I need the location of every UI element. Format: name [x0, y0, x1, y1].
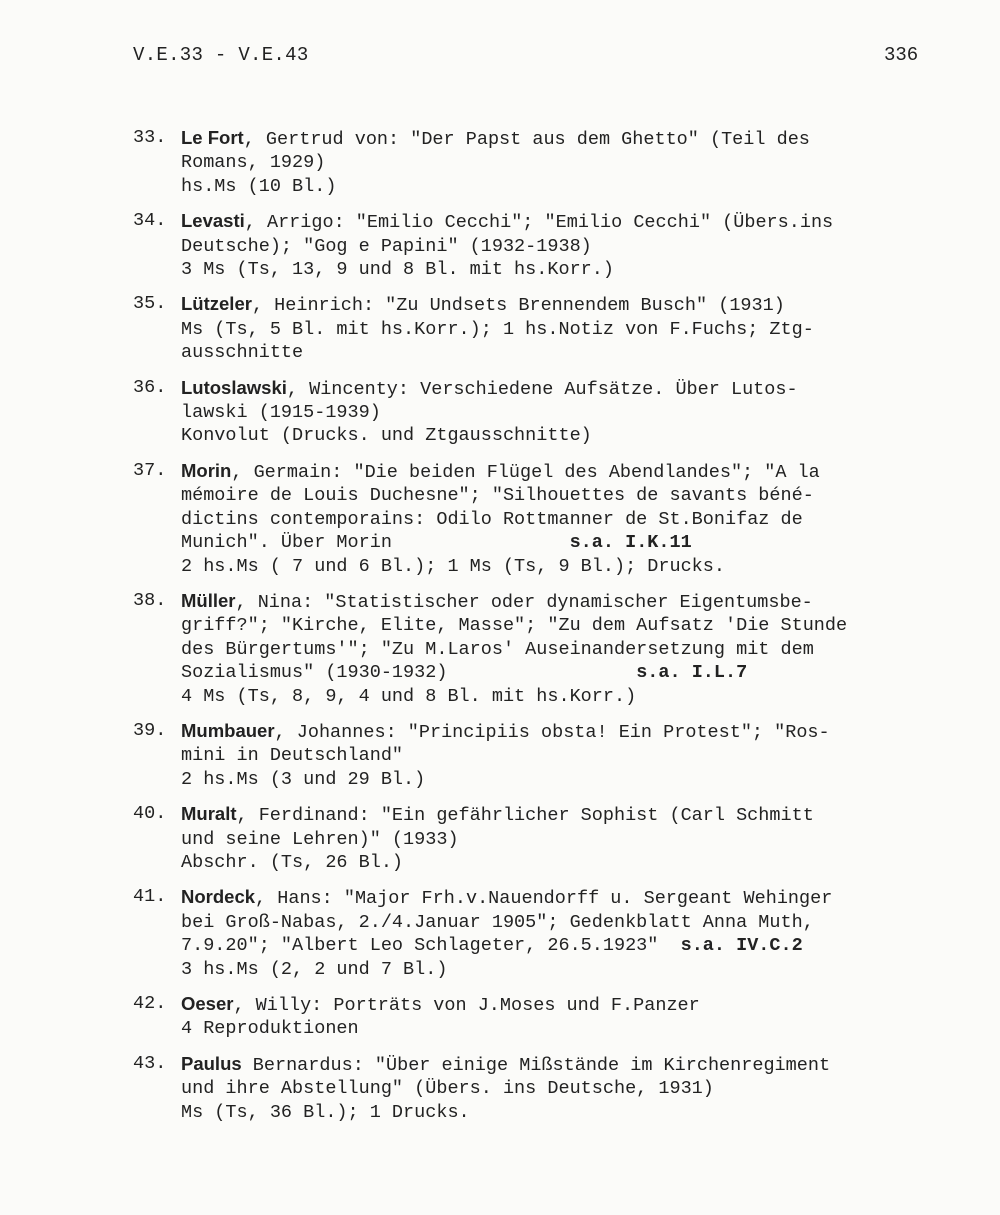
- entry-text: , Nina: "Statistischer oder dynamischer Eigentumsbe-: [235, 591, 813, 613]
- entry-text: Abschr. (Ts, 26 Bl.): [181, 851, 404, 873]
- page-number: 336: [884, 44, 919, 66]
- entry-text: 2 hs.Ms (3 und 29 Bl.): [181, 768, 426, 790]
- entry-text: mini in Deutschland": [181, 745, 404, 767]
- entry-text: 4 Reproduktionen: [181, 1018, 359, 1040]
- entry-line: [181, 376, 873, 401]
- entry-line: [181, 614, 873, 637]
- catalog-entry: [133, 1052, 873, 1124]
- entry-line: [181, 1017, 873, 1040]
- header-range: V.E.33 - V.E.43: [133, 44, 309, 66]
- entry-text: , Gertrud von: "Der Papst aus dem Ghetto" (Teil des: [243, 129, 810, 150]
- entry-line: [181, 934, 873, 957]
- catalog-entry: [133, 376, 873, 448]
- entry-line: [181, 744, 873, 767]
- author-name: Lützeler: [181, 293, 252, 315]
- entry-line: [181, 958, 873, 981]
- entry-number: 42.: [133, 993, 167, 1014]
- entry-line: [181, 508, 873, 531]
- cross-reference: s.a. I.K.11: [569, 532, 692, 554]
- catalog-entry: [133, 209, 873, 281]
- entry-text: Deutsche); "Gog e Papini" (1932-1938): [181, 235, 592, 257]
- entry-text: 4 Ms (Ts, 8, 9, 4 und 8 Bl. mit hs.Korr.): [181, 685, 637, 707]
- entry-number: 36.: [133, 376, 167, 398]
- entry-line: [181, 318, 873, 341]
- entry-number: 41.: [133, 886, 167, 908]
- entry-text: , Germain: "Die beiden Flügel des Abendlandes"; "A la: [231, 461, 820, 483]
- entry-text: 3 Ms (Ts, 13, 9 und 8 Bl. mit hs.Korr.): [181, 259, 614, 281]
- entry-line: [181, 661, 873, 684]
- entry-line: [181, 589, 873, 614]
- entry-text: , Johannes: "Principiis obsta! Ein Protest"; "Ros-: [274, 721, 830, 743]
- entry-text: Bernardus: "Über einige Mißstände im Kirchenregiment: [241, 1054, 831, 1076]
- entry-text: , Heinrich: "Zu Undsets Brennendem Busch" (1931): [251, 295, 785, 317]
- entry-line: [181, 484, 873, 507]
- entry-text: , Arrigo: "Emilio Cecchi"; "Emilio Cecchi" (Übers.ins: [244, 212, 834, 234]
- entry-text: ausschnitte: [181, 342, 304, 364]
- catalog-entry: [133, 885, 873, 981]
- entry-text: und seine Lehren)" (1933): [181, 828, 459, 850]
- catalog-entry: [133, 802, 873, 874]
- entry-line: [181, 459, 873, 484]
- cross-reference: s.a. I.L.7: [636, 662, 748, 684]
- entry-line: [181, 1052, 873, 1077]
- entry-number: 35.: [133, 293, 167, 315]
- entry-line: [181, 638, 873, 661]
- entry-line: [181, 828, 873, 851]
- author-name: Mumbauer: [181, 719, 275, 741]
- entry-text: Ms (Ts, 5 Bl. mit hs.Korr.); 1 hs.Notiz von F.Fuchs; Ztg-: [181, 318, 814, 340]
- catalog-entry: [133, 719, 873, 791]
- entry-line: [181, 802, 873, 827]
- author-name: Nordeck: [181, 886, 256, 908]
- entry-text: Ms (Ts, 36 Bl.); 1 Drucks.: [181, 1101, 470, 1123]
- entry-text: 2 hs.Ms ( 7 und 6 Bl.); 1 Ms (Ts, 9 Bl.); Drucks.: [181, 555, 725, 577]
- entry-text: lawski (1915-1939): [181, 402, 381, 424]
- entry-text: dictins contemporains: Odilo Rottmanner de St.Bonifaz de: [181, 508, 803, 530]
- entry-line: [181, 719, 873, 744]
- entry-text: und ihre Abstellung" (Übers. ins Deutsche, 1931): [181, 1078, 714, 1100]
- entry-line: [181, 341, 873, 364]
- entry-number: 34.: [133, 210, 167, 232]
- entry-line: [181, 885, 873, 910]
- entry-line: [181, 258, 873, 281]
- entry-line: [181, 768, 873, 791]
- entry-number: 38.: [133, 589, 167, 611]
- author-name: Levasti: [181, 210, 245, 232]
- entry-text: griff?"; "Kirche, Elite, Masse"; "Zu dem Aufsatz 'Die Stunde: [181, 615, 848, 637]
- entry-text: , Wincenty: Verschiedene Aufsätze. Über Lutos-: [286, 378, 798, 400]
- entry-line: [181, 1077, 873, 1100]
- entry-line: [181, 911, 873, 934]
- entry-text: 7.9.20"; "Albert Leo Schlageter, 26.5.1923": [181, 935, 681, 957]
- author-name: Morin: [181, 459, 232, 481]
- entry-text: Konvolut (Drucks. und Ztgausschnitte): [181, 425, 592, 447]
- author-name: Müller: [181, 589, 236, 611]
- author-name: Muralt: [181, 803, 237, 825]
- entry-text: hs.Ms (10 Bl.): [181, 175, 337, 197]
- entry-line: [181, 151, 873, 174]
- catalog-entry: [133, 589, 873, 708]
- entry-line: [181, 235, 873, 258]
- entry-line: [181, 175, 873, 198]
- entry-line: [181, 851, 873, 874]
- entry-number: 37.: [133, 459, 167, 481]
- entry-text: mémoire de Louis Duchesne"; "Silhouettes de savants béné-: [181, 485, 814, 507]
- entry-text: , Hans: "Major Frh.v.Nauendorff u. Sergeant Wehinger: [255, 888, 833, 910]
- entry-number: 40.: [133, 803, 167, 825]
- catalog-entry: [133, 292, 873, 364]
- entry-list: [133, 126, 873, 1135]
- entry-line: [181, 401, 873, 424]
- entry-line: [181, 555, 873, 578]
- entry-number: 43.: [133, 1052, 167, 1074]
- entry-text: bei Groß-Nabas, 2./4.Januar 1905"; Gedenkblatt Anna Muth,: [181, 911, 814, 933]
- author-name: Lutoslawski: [181, 376, 287, 398]
- entry-text: 3 hs.Ms (2, 2 und 7 Bl.): [181, 958, 448, 980]
- entry-line: [181, 424, 873, 447]
- entry-number: 39.: [133, 719, 167, 741]
- entry-line: [181, 126, 873, 151]
- entry-line: [181, 531, 873, 554]
- author-name: Oeser: [181, 993, 234, 1014]
- cross-reference: s.a. IV.C.2: [680, 935, 803, 957]
- catalog-entry: [133, 126, 873, 198]
- entry-line: [181, 292, 873, 317]
- entry-line: [181, 685, 873, 708]
- catalog-entry: [133, 992, 873, 1041]
- entry-text: , Ferdinand: "Ein gefährlicher Sophist (Carl Schmitt: [236, 805, 814, 827]
- author-name: Le Fort: [181, 127, 244, 148]
- entry-line: [181, 209, 873, 234]
- entry-line: [181, 1101, 873, 1124]
- entry-text: Sozialismus" (1930-1932): [181, 662, 637, 684]
- entry-text: , Willy: Porträts von J.Moses und F.Panzer: [233, 995, 700, 1016]
- entry-line: [181, 992, 873, 1017]
- catalog-entry: [133, 459, 873, 578]
- entry-text: des Bürgertums'"; "Zu M.Laros' Auseinandersetzung mit dem: [181, 638, 814, 660]
- entry-text: Munich". Über Morin: [181, 532, 570, 554]
- entry-text: Romans, 1929): [181, 152, 326, 174]
- author-name: Paulus: [181, 1052, 242, 1074]
- entry-number: 33.: [133, 127, 167, 148]
